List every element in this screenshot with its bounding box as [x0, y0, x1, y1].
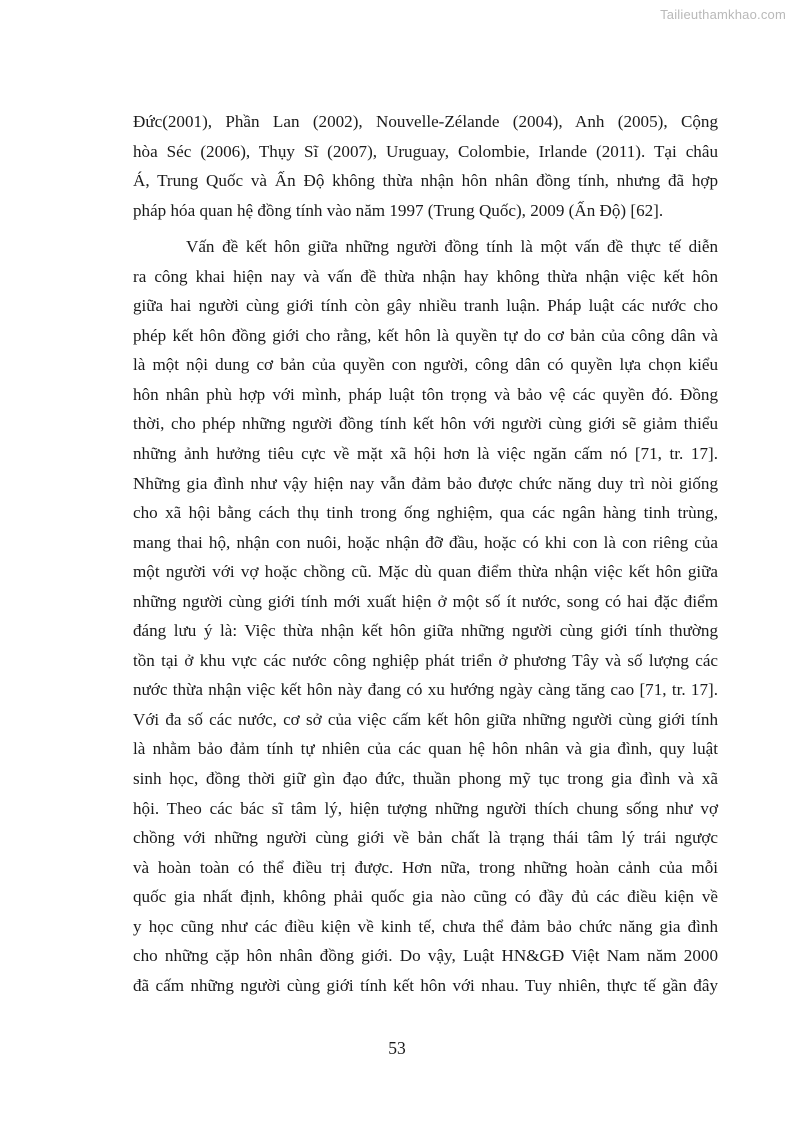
text-line: y học cũng như các điều kiện về kinh tế, chưa thể đảm bảo chức năng gia đình: [133, 916, 718, 936]
text-line: tồn tại ở khu vực các nước công nghiệp phát triển ở phương Tây và số lượng các: [133, 650, 718, 670]
text-line: những người cùng giới tính mới xuất hiện ở một số ít nước, song có hai đặc điểm: [133, 591, 718, 611]
text-line: hôn nhân phù hợp với mình, pháp luật tôn trọng và bảo vệ các quyền đó. Đồng: [133, 384, 718, 404]
text-line: và hoàn toàn có thể điều trị được. Hơn nữa, trong những hoàn cảnh của mỗi: [133, 857, 718, 877]
text-line: ra công khai hiện nay và vấn đề thừa nhận hay không thừa nhận việc kết hôn: [133, 266, 718, 286]
text-line: hòa Séc (2006), Thụy Sĩ (2007), Uruguay, Colombie, Irlande (2011). Tại châu: [133, 141, 718, 161]
page-number: 53: [388, 1038, 406, 1058]
text-line: một người với vợ hoặc chồng cũ. Mặc dù quan điểm thừa nhận việc kết hôn giữa: [133, 562, 718, 582]
text-line: thời, cho phép những người đồng tính kết hôn với người cùng giới sẽ giảm thiểu: [133, 414, 718, 434]
text-line: là một nội dung cơ bản của quyền con người, công dân có quyền lựa chọn kiểu: [133, 355, 718, 375]
text-line: đã cấm những người cùng giới tính kết hôn với nhau. Tuy nhiên, thực tế gần đây: [133, 975, 718, 995]
text-line: hội. Theo các bác sĩ tâm lý, hiện tượng những người thích chung sống như vợ: [133, 798, 718, 818]
text-line: cho xã hội bằng cách thụ tinh trong ống nghiệm, qua các ngân hàng tinh trùng,: [133, 503, 718, 523]
text-line: Á, Trung Quốc và Ấn Độ không thừa nhận hôn nhân đồng tính, nhưng đã hợp: [133, 171, 718, 191]
text-line: quốc gia nhất định, không phải quốc gia nào cũng có đầy đủ các điều kiện về: [133, 887, 718, 907]
paragraph-2: [133, 232, 718, 1000]
text-line: pháp hóa quan hệ đồng tính vào năm 1997 (Trung Quốc), 2009 (Ấn Độ) [62].: [133, 200, 664, 220]
paragraph-1: [133, 107, 718, 225]
text-line: giữa hai người cùng giới tính còn gây nhiều tranh luận. Pháp luật các nước cho: [133, 296, 718, 316]
text-line: Vấn đề kết hôn giữa những người đồng tính là một vấn đề thực tế diễn: [186, 237, 718, 257]
text-line: cho những cặp hôn nhân đồng giới. Do vậy, Luật HN&GĐ Việt Nam năm 2000: [133, 946, 718, 966]
text-line: Những gia đình như vậy hiện nay vẫn đảm bảo được chức năng duy trì nòi giống: [133, 473, 718, 493]
text-line: Đức(2001), Phần Lan (2002), Nouvelle-Zélande (2004), Anh (2005), Cộng: [133, 112, 718, 131]
text-line: sinh học, đồng thời giữ gìn đạo đức, thuần phong mỹ tục trong gia đình và xã: [133, 769, 718, 789]
text-line: đáng lưu ý là: Việc thừa nhận kết hôn giữa những người cùng giới tính thường: [133, 621, 718, 641]
text-line: phép kết hôn đồng giới cho rằng, kết hôn là quyền tự do cơ bản của công dân và: [133, 325, 718, 345]
page-body: [133, 107, 718, 1000]
text-line: là nhằm bảo đảm tính tự nhiên của các quan hệ hôn nhân và gia đình, quy luật: [133, 739, 718, 759]
text-line: những ảnh hưởng tiêu cực về mặt xã hội hơn là việc ngăn cấm nó [71, tr. 17].: [133, 444, 718, 464]
text-line: nước thừa nhận việc kết hôn này đang có xu hướng ngày càng tăng cao [71, tr. 17].: [133, 680, 718, 700]
text-line: Với đa số các nước, cơ sở của việc cấm kết hôn giữa những người cùng giới tính: [133, 709, 718, 729]
text-line: mang thai hộ, nhận con nuôi, hoặc nhận đỡ đầu, hoặc có khi con là con riêng của: [133, 532, 718, 552]
watermark-text: Tailieuthamkhao.com: [660, 7, 786, 22]
text-line: chồng với những người cùng giới về bản chất là trạng thái tâm lý trái ngược: [133, 828, 718, 848]
